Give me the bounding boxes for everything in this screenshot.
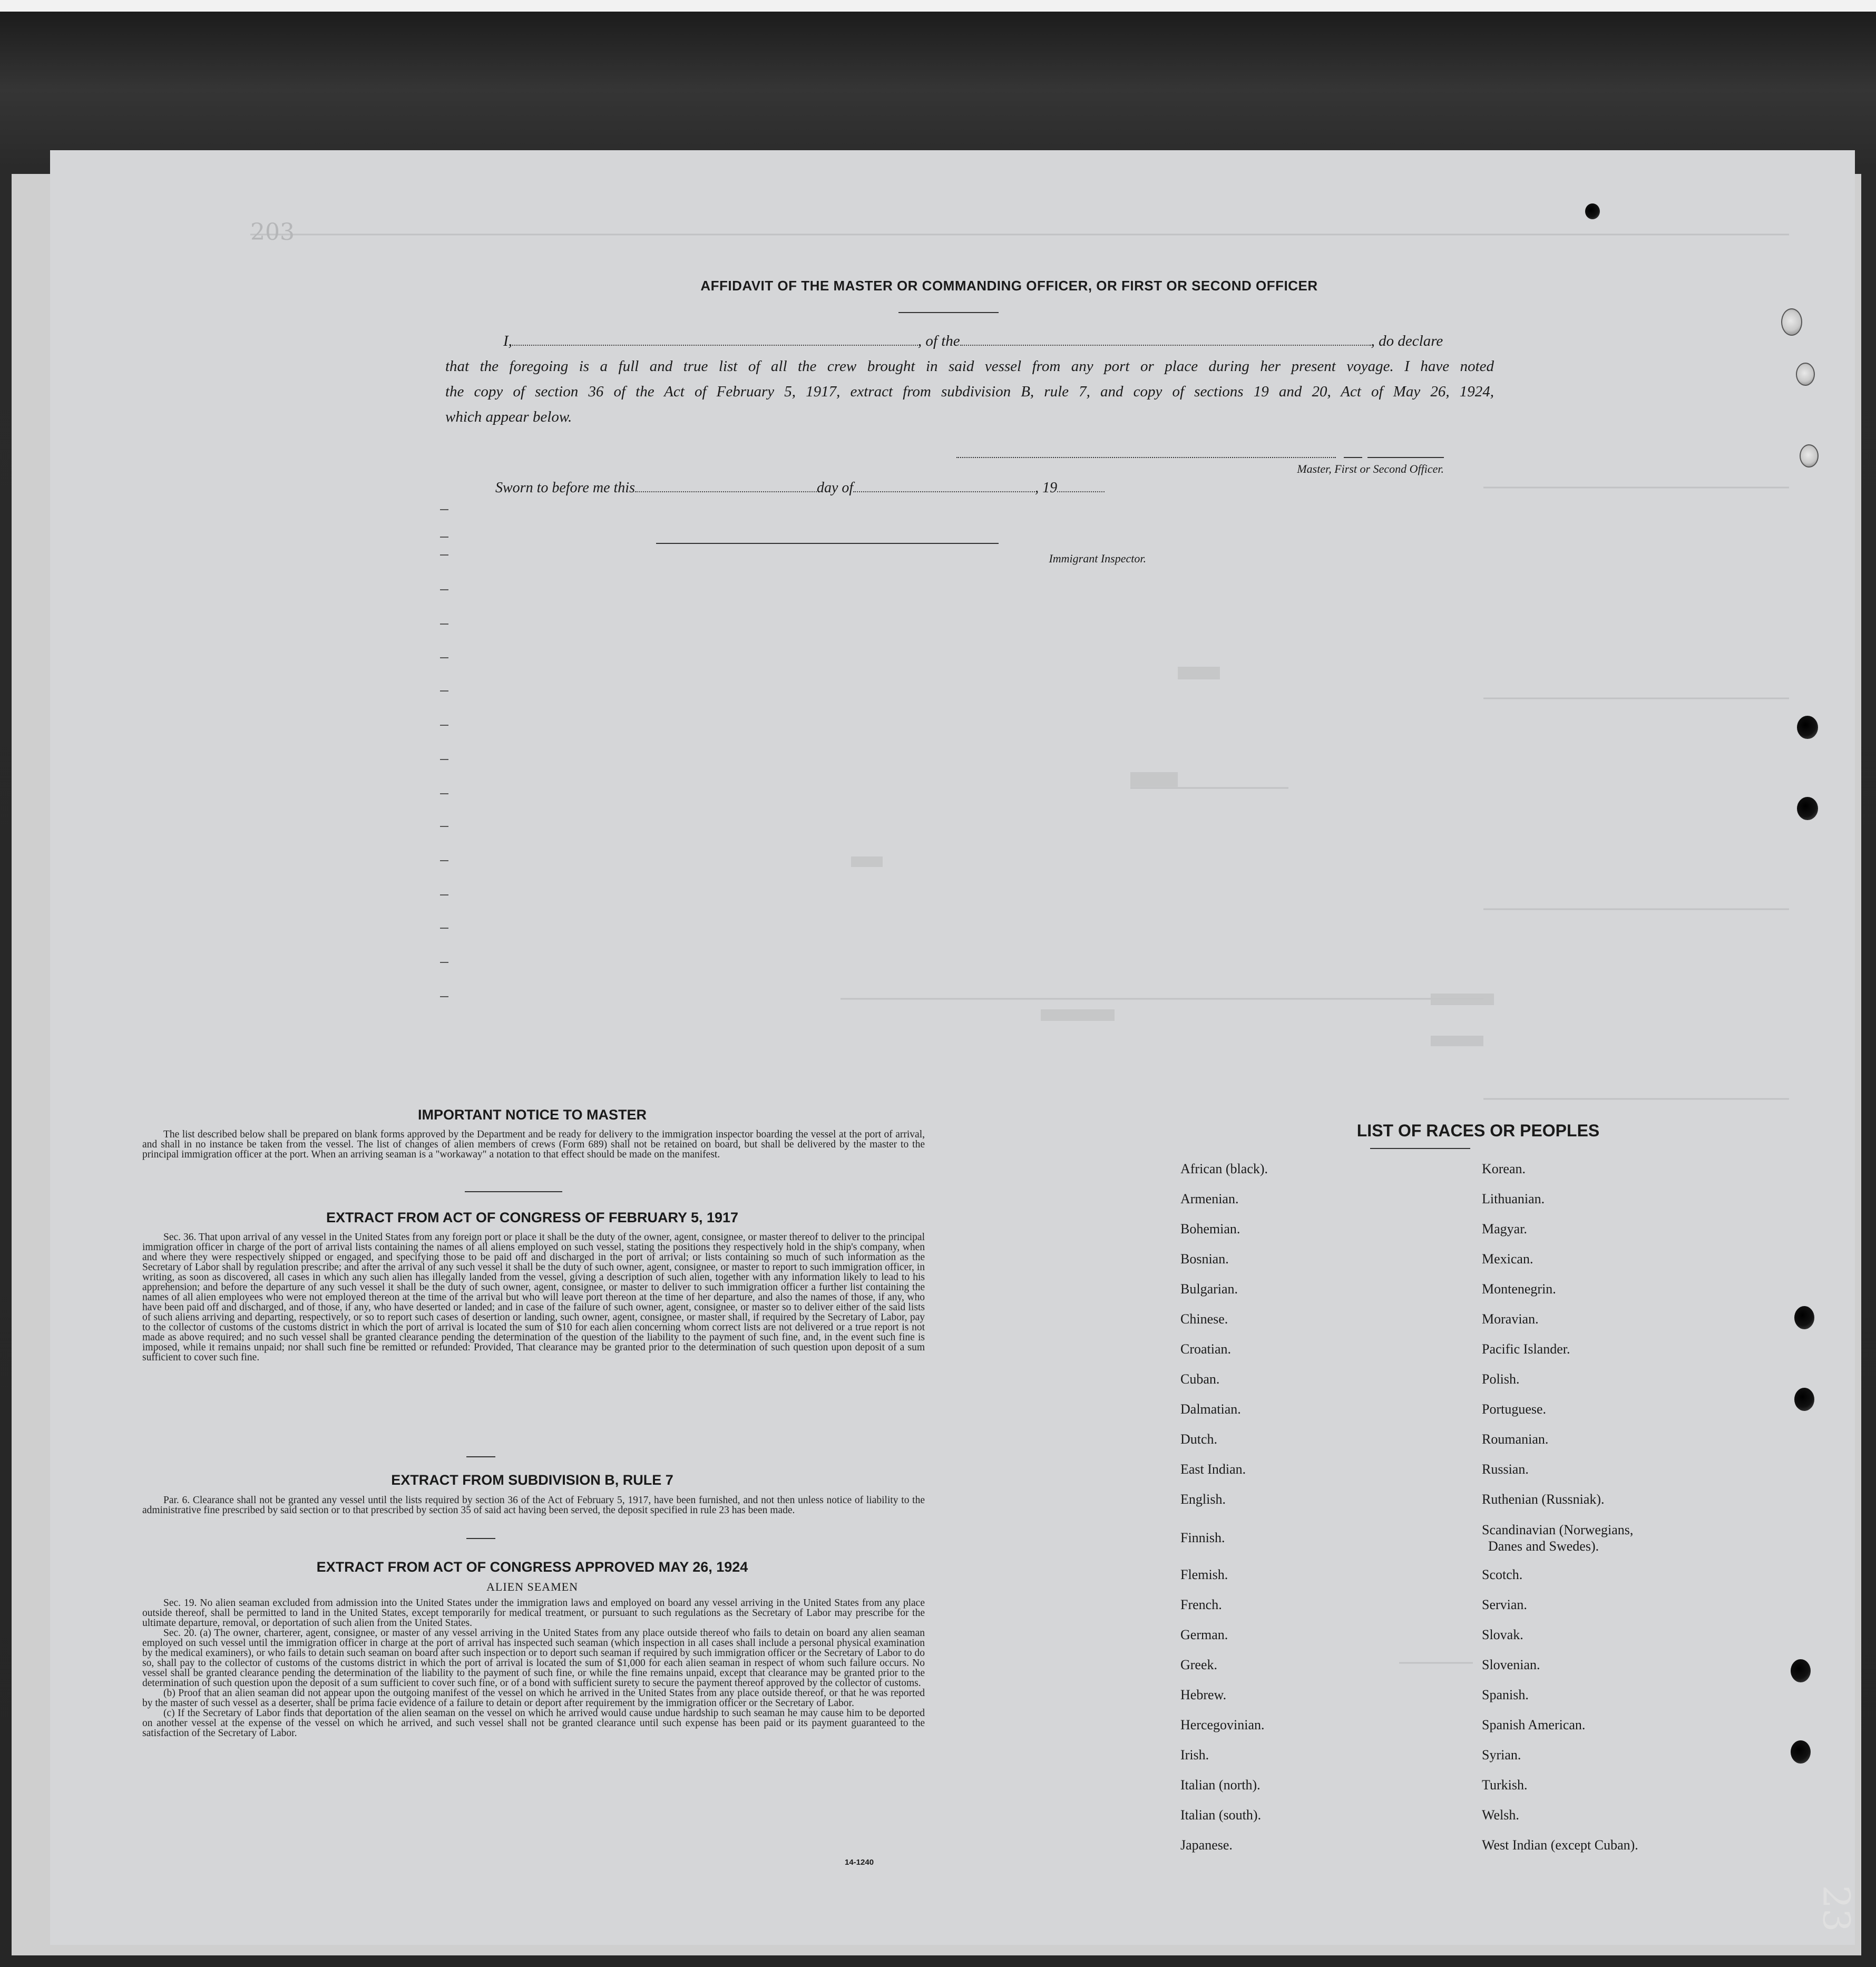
sec-36-paragraph: Sec. 36. That upon arrival of any vessel in the United States from any foreign port or place it shall be the duty of the owner, agent, consignee, or master thereof to deliver to the principal immigration officer in charge of the port of arrival lists containing the names of all aliens employed on such vessel, stating the positions they respectively hold in the ship's company, when and where they were respectively shipped or engaged, and specifying those to be paid off and discharged in the port of arrival; or lists containing so much of such information as the Secretary of Labor shall by regulation prescribe; and after the arrival of any such vessel it shall be the duty of such owner, agent, consignee, or master to report to such immigration officer, in writing, as soon as discovered, all cases in which any such alien has illegally landed from the vessel, giving a description of such alien, together with any information likely to lead to his apprehension; and before the departure of any such vessel it shall be the duty of such owner, agent, consignee, or master to deliver to such immigration officer a further list containing the names of all alien employees who were not employed thereon at the time of the arrival but who will leave port thereon at the time of her departure, and also the names of those, if any, who have been paid off and discharged, and of those, if any, who have deserted or landed; and in case of the failure of such owner, agent, consignee, or master so to deliver either of the said lists of such aliens arriving and departing, respectively, or so to report such cases of desertion or landing, such owner, agent, consignee, or master shall, if required by the Secretary of Labor, pay to the collector of customs of the customs district in which the port of arrival is located the sum of $10 for each alien concerning whom correct lists are not delivered or a true report is not made as above required; and no such vessel shall be granted clearance pending the determination of the question of the liability to the payment of such fine, and, in the event such fine is imposed, while it remains unpaid; nor shall such fine be remitted or refunded: Provided, That clearance may be granted prior to the determination of such question upon deposit of a sum sufficient to cover such fine.	[142, 1232, 925, 1363]
scan-top-strip	[0, 0, 1876, 12]
affidavit-line-3: the copy of section 36 of the Act of February 5, 1917, extract from subdivision B, rule 7, and copy of sections 19 and 20, Act of May 26, 1924,	[445, 383, 1494, 400]
race-item: Lithuanian.	[1482, 1191, 1545, 1206]
margin-dash	[440, 860, 448, 861]
margin-dash	[440, 928, 448, 929]
affidavit-body	[445, 328, 1494, 430]
race-item: Korean.	[1482, 1161, 1526, 1176]
sec-20b-paragraph: (b) Proof that an alien seaman did not appear upon the outgoing manifest of the vessel on which he arrived in the United States from any place outside thereof, or that he was reported by the master of such vessel as a deserter, shall be prima facie evidence of a failure to detain or deport after requirement by the immigration officer or the Secretary of Labor.	[142, 1688, 925, 1709]
race-item: Finnish.	[1180, 1530, 1225, 1545]
form-number: 14-1240	[845, 1858, 874, 1867]
affidavit-title: AFFIDAVIT OF THE MASTER OR COMMANDING OFFICER, OR FIRST OR SECOND OFFICER	[700, 278, 1318, 294]
extract-1924-title: EXTRACT FROM ACT OF CONGRESS APPROVED MAY 26, 1924	[316, 1559, 748, 1575]
signature-line-end	[1367, 457, 1444, 458]
race-item: Hebrew.	[1180, 1687, 1227, 1702]
race-item: Roumanian.	[1482, 1432, 1549, 1447]
punch-hole-icon	[1797, 716, 1818, 739]
margin-dash	[440, 996, 448, 997]
race-item: Magyar.	[1482, 1221, 1527, 1236]
section-rule	[466, 1456, 495, 1457]
race-item: Chinese.	[1180, 1311, 1228, 1327]
margin-dash	[440, 759, 448, 760]
title-underline	[898, 312, 999, 313]
race-item: Mexican.	[1482, 1251, 1533, 1267]
punch-hole-icon	[1791, 1740, 1811, 1764]
race-item: Turkish.	[1482, 1777, 1528, 1793]
margin-dash	[440, 537, 448, 538]
race-item: Spanish.	[1482, 1687, 1529, 1702]
margin-dash	[440, 690, 448, 692]
margin-dash	[440, 624, 448, 625]
vessel-field[interactable]	[960, 332, 1371, 346]
extract-1924-body	[142, 1598, 925, 1738]
race-item: Bohemian.	[1180, 1221, 1240, 1236]
signature-caption: Master, First or Second Officer.	[1297, 462, 1444, 475]
sworn-label: Sworn to before me this	[495, 480, 635, 496]
race-item: Greek.	[1180, 1657, 1218, 1672]
race-item: Polish.	[1482, 1371, 1520, 1387]
race-item: Slovak.	[1482, 1627, 1523, 1642]
race-item: Bulgarian.	[1180, 1281, 1238, 1297]
punch-hole-icon	[1800, 444, 1819, 468]
punch-hole-icon	[1781, 308, 1802, 336]
race-item: Pacific Islander.	[1482, 1341, 1570, 1357]
section-rule	[465, 1191, 562, 1192]
race-item: Croatian.	[1180, 1341, 1232, 1357]
race-item: Irish.	[1180, 1747, 1209, 1762]
race-item: Bosnian.	[1180, 1251, 1229, 1267]
sworn-day-field[interactable]	[635, 480, 817, 492]
race-item: African (black).	[1180, 1161, 1268, 1176]
of-the-label: , of the	[917, 333, 960, 349]
name-field[interactable]	[512, 332, 918, 346]
race-item: Cuban.	[1180, 1371, 1220, 1387]
extract-1917-body	[142, 1232, 925, 1362]
race-item: Servian.	[1482, 1597, 1527, 1612]
races-title-underline	[1370, 1148, 1470, 1149]
extract-1917-title: EXTRACT FROM ACT OF CONGRESS OF FEBRUARY 5, 1917	[326, 1210, 739, 1225]
day-of-label: day of	[816, 480, 854, 496]
race-item: Armenian.	[1180, 1191, 1239, 1206]
punch-hole-icon	[1794, 1306, 1814, 1329]
punch-hole-icon	[1796, 363, 1815, 386]
par-6-paragraph: Par. 6. Clearance shall not be granted any vessel until the lists required by section 36 of the Act of February 5, 1917, have been furnished, and not then unless notice of liability to the administrative fine prescribed by said section or to that prescribed by section 35 of said act having been served, the deposit specified in rule 23 has been made.	[142, 1495, 925, 1516]
extract-rule7-title: EXTRACT FROM SUBDIVISION B, RULE 7	[391, 1472, 673, 1488]
race-item: English.	[1180, 1492, 1226, 1507]
notice-body	[142, 1129, 925, 1160]
margin-dash	[440, 793, 448, 794]
pencil-mark-23: 23	[1814, 1885, 1858, 1932]
punch-hole-icon	[1797, 797, 1818, 820]
race-item: Italian (north).	[1180, 1777, 1261, 1793]
race-item: Scotch.	[1482, 1567, 1523, 1582]
race-item: Dutch.	[1180, 1432, 1218, 1447]
race-item: Italian (south).	[1180, 1807, 1262, 1823]
sec-20c-paragraph: (c) If the Secretary of Labor finds that deportation of the alien seaman on the vessel on which he arrived would cause undue hardship to such seaman he may cause him to be deported on another vessel at the expense of the vessel on which he arrived, and such vessel shall not be granted clearance until such expense has been paid or its payment guaranteed to the satisfaction of the Secretary of Labor.	[142, 1708, 925, 1739]
affidavit-line-4: which appear below.	[445, 408, 572, 425]
margin-dash	[440, 657, 448, 658]
margin-dash	[440, 826, 448, 827]
race-item: Montenegrin.	[1482, 1281, 1556, 1297]
race-item: Slovenian.	[1482, 1657, 1540, 1672]
section-rule	[466, 1538, 495, 1539]
race-item: Scandinavian (Norwegians,	[1482, 1522, 1634, 1537]
margin-dash	[440, 962, 448, 963]
race-item: Russian.	[1482, 1462, 1529, 1477]
race-item: Portuguese.	[1482, 1401, 1547, 1417]
inspector-caption: Immigrant Inspector.	[1049, 552, 1146, 565]
notice-paragraph: The list described below shall be prepared on blank forms approved by the Department and be ready for delivery to the immigration inspector boarding the vessel at the port of arrival, and shall in no instance be taken from the vessel. The list of changes of alien members of crews (Form 689) shall not be retained on board, but shall be delivered by the master to the principal immigration officer at the port. When an arriving seaman is a "workaway" a notation to that effect should be made on the manifest.	[142, 1129, 925, 1160]
margin-dash	[440, 589, 448, 590]
sec-19-paragraph: Sec. 19. No alien seaman excluded from admission into the United States under the immigration laws and employed on board any vessel arriving in the United States from any place outside thereof, shall be permitted to land in the United States, except temporarily for medical treatment, or pursuant to such regulations as the Secretary of Labor may prescribe for the ultimate departure, removal, or deportation of such alien from the United States.	[142, 1598, 925, 1629]
race-item: Dalmatian.	[1180, 1401, 1241, 1417]
race-item: Moravian.	[1482, 1311, 1539, 1327]
inspector-signature-line[interactable]	[656, 543, 999, 544]
affidavit-line-2: that the foregoing is a full and true list of all the crew brought in said vessel from any port or place during her present voyage. I have noted	[445, 358, 1494, 375]
race-item: Flemish.	[1180, 1567, 1228, 1582]
race-item: Japanese.	[1180, 1837, 1233, 1853]
margin-dash	[440, 725, 448, 726]
race-item: Welsh.	[1482, 1807, 1519, 1823]
document-page	[50, 150, 1855, 1945]
race-item: Syrian.	[1482, 1747, 1521, 1762]
sworn-year-field[interactable]	[1057, 480, 1105, 492]
race-item: East Indian.	[1180, 1462, 1246, 1477]
alien-seamen-subtitle: ALIEN SEAMEN	[486, 1580, 578, 1593]
race-item: West Indian (except Cuban).	[1482, 1837, 1638, 1853]
do-declare-label: , do declare	[1371, 333, 1443, 349]
race-item: German.	[1180, 1627, 1228, 1642]
races-title: LIST OF RACES OR PEOPLES	[1356, 1121, 1600, 1140]
race-item: French.	[1180, 1597, 1222, 1612]
punch-hole-icon	[1585, 203, 1600, 219]
year-prefix-label: , 19	[1035, 480, 1058, 496]
signature-line-mid	[1344, 457, 1362, 458]
notice-title: IMPORTANT NOTICE TO MASTER	[418, 1107, 647, 1123]
sworn-line	[495, 480, 1105, 496]
signature-line[interactable]	[956, 457, 1336, 458]
extract-rule7-body	[142, 1495, 925, 1515]
margin-dash	[440, 894, 448, 895]
punch-hole-icon	[1791, 1659, 1811, 1682]
faint-page-number: 203	[250, 219, 295, 246]
sec-20a-paragraph: Sec. 20. (a) The owner, charterer, agent, consignee, or master of any vessel arriving in the United States from any place outside thereof who fails to detain on board any alien seaman employed on such vessel until the immigration officer in charge at the port of arrival has inspected such seaman (which inspection in all cases shall include a personal physical examination by the medical examiners), or who fails to detain such seaman on board after such inspection or to deport such seaman if required by such immigration officer or the Secretary of Labor to do so, shall pay to the collector of customs of the customs district in which the port of arrival is located the sum of $1,000 for each alien seaman in respect of whom such failure occurs. No vessel shall be granted clearance pending the determination of the liability to the payment of such fine, or while the fine remains unpaid, except that clearance may be granted prior to the determination of such question upon the deposit of a sum sufficient to cover such fine, or of a bond with sufficient surety to secure the payment thereof approved by the collector of customs.	[142, 1628, 925, 1689]
sworn-month-field[interactable]	[853, 480, 1035, 492]
race-item-continuation: Danes and Swedes).	[1488, 1538, 1599, 1554]
punch-hole-icon	[1794, 1388, 1814, 1411]
i-label: I,	[503, 333, 512, 349]
margin-dash	[440, 509, 448, 510]
affidavit-line-1	[445, 328, 1494, 354]
race-item: Spanish American.	[1482, 1717, 1586, 1732]
margin-dash	[440, 554, 448, 556]
race-item: Hercegovinian.	[1180, 1717, 1265, 1732]
race-item: Ruthenian (Russniak).	[1482, 1492, 1605, 1507]
